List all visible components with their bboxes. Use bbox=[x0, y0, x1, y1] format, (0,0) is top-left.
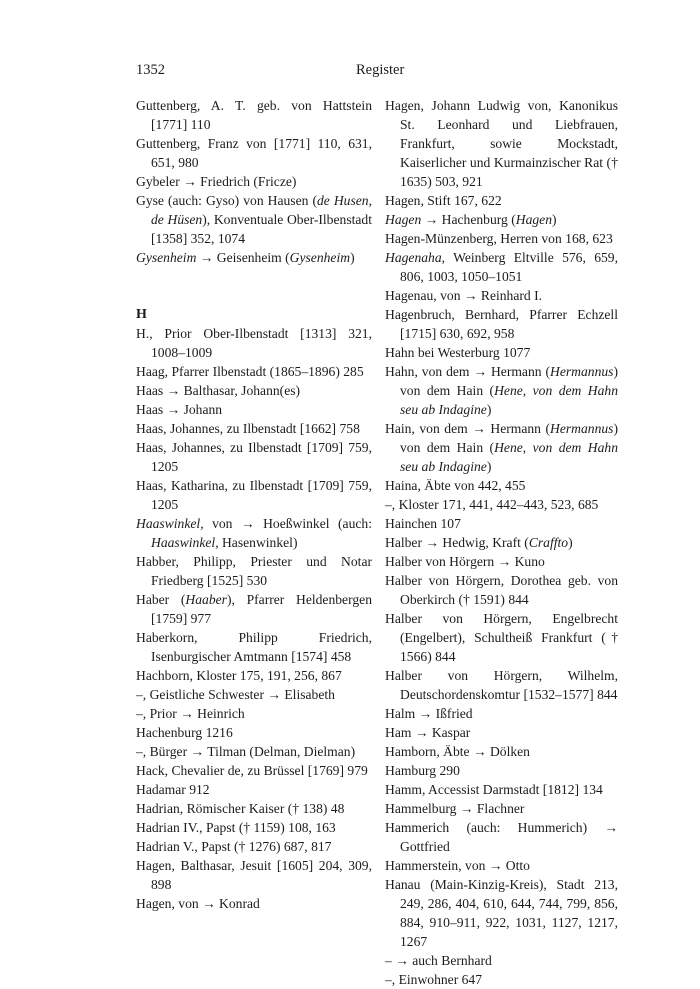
index-entry bbox=[136, 894, 372, 913]
index-entry bbox=[385, 970, 618, 989]
index-entry-text: → Geisenheim ( bbox=[196, 250, 290, 265]
index-entry bbox=[136, 818, 372, 837]
index-entry-text: – → auch Bernhard bbox=[385, 953, 492, 968]
index-entry bbox=[136, 419, 372, 438]
index-entry-text: Hain, von dem → Hermann ( bbox=[385, 421, 551, 436]
index-entry-text: Hagen, Johann Ludwig von, Kanonikus St. Leonhard und Liebfrauen, Frankfurt, sowie Mockstadt, Kaiserlicher und Kurmainzischer Rat († 1635) 503, 921 bbox=[385, 98, 618, 189]
index-entry-text: ) von dem Hain ( bbox=[400, 421, 618, 455]
index-entry-text: Hagenau, von → Reinhard I. bbox=[385, 288, 543, 303]
index-entry bbox=[136, 761, 372, 780]
index-entry bbox=[136, 324, 372, 362]
index-entry-text: ) bbox=[552, 212, 557, 227]
index-entry bbox=[136, 799, 372, 818]
index-entry bbox=[136, 134, 372, 172]
index-entry bbox=[136, 856, 372, 894]
index-entry-text: , Weinberg Eltville 576, 659, 806, 1003, 1050–1051 bbox=[400, 250, 618, 284]
index-entry-text: H., Prior Ober-Ilbenstadt [1313] 321, 1008–1009 bbox=[136, 326, 372, 360]
index-entry-text: –, Geistliche Schwester → Elisabeth bbox=[136, 687, 335, 702]
index-entry-text: , bbox=[522, 383, 533, 398]
index-entry bbox=[136, 780, 372, 799]
index-entry-text: Haber ( bbox=[136, 592, 186, 607]
index-entry bbox=[385, 742, 618, 761]
index-entry-text: , bbox=[522, 440, 533, 455]
section-gap bbox=[136, 267, 372, 305]
index-entry-text: ), Pfarrer Heldenbergen [1759] 977 bbox=[151, 592, 372, 626]
section-letter-heading: H bbox=[136, 307, 147, 322]
index-entry-text: Hammerich (auch: Hummerich) → Gottfried bbox=[385, 820, 618, 854]
index-entry-text: Hanau (Main-Kinzig-Kreis), Stadt 213, 249, 286, 404, 610, 644, 744, 799, 856, 884, 910–911, 922, 1031, 1127, 1217, 1267 bbox=[385, 877, 618, 949]
index-entry-text: Hahn, von dem → Hermann ( bbox=[385, 364, 551, 379]
index-entry-text: Haag, Pfarrer Ilbenstadt (1865–1896) 285 bbox=[136, 364, 364, 379]
index-entry-text: Hagenbruch, Bernhard, Pfarrer Echzell [1715] 630, 692, 958 bbox=[385, 307, 618, 341]
index-entry-italic-text: Hermannus bbox=[550, 364, 614, 379]
index-entry-text: Haina, Äbte von 442, 455 bbox=[385, 478, 526, 493]
index-entry bbox=[136, 191, 372, 248]
index-entry bbox=[385, 761, 618, 780]
index-entry bbox=[136, 381, 372, 400]
index-entry-text: Hadrian V., Papst († 1276) 687, 817 bbox=[136, 839, 332, 854]
index-entry bbox=[385, 875, 618, 951]
index-entry bbox=[136, 704, 372, 723]
index-entry bbox=[385, 305, 618, 343]
index-entry-italic-text: de Husen bbox=[316, 193, 369, 208]
index-entry bbox=[136, 666, 372, 685]
index-entry-text: Habber, Philipp, Priester und Notar Friedberg [1525] 530 bbox=[136, 554, 372, 588]
index-entry bbox=[385, 210, 618, 229]
index-entry-text: Haas, Katharina, zu Ilbenstadt [1709] 759, 1205 bbox=[136, 478, 372, 512]
index-entry bbox=[385, 248, 618, 286]
index-entry-italic-text: Hagen bbox=[385, 212, 422, 227]
index-entry-italic-text: Haaswinkel bbox=[151, 535, 216, 550]
index-entry-text: ) von dem Hain ( bbox=[400, 364, 618, 398]
index-entry-text: → Hachenburg ( bbox=[421, 212, 516, 227]
index-entry-text: Haas, Johannes, zu Ilbenstadt [1709] 759, 1205 bbox=[136, 440, 372, 474]
index-entry-text: Guttenberg, A. T. geb. von Hattstein [1771] 110 bbox=[136, 98, 372, 132]
index-entry bbox=[136, 400, 372, 419]
index-entry bbox=[136, 742, 372, 761]
index-entry-text: , bbox=[368, 193, 372, 208]
index-entry bbox=[385, 856, 618, 875]
index-entry bbox=[385, 818, 618, 856]
index-entry-text: ), Konventuale Ober-Ilbenstadt [1358] 352, 1074 bbox=[151, 212, 372, 246]
index-entry-text: –, Prior → Heinrich bbox=[136, 706, 245, 721]
page-number: 1352 bbox=[136, 62, 165, 78]
index-entry bbox=[136, 837, 372, 856]
index-entry bbox=[136, 552, 372, 590]
index-entry-italic-text: Hermannus bbox=[550, 421, 614, 436]
index-entry-text: ) bbox=[350, 250, 355, 265]
index-entry bbox=[385, 533, 618, 552]
index-entry-text: ) bbox=[568, 535, 573, 550]
index-entry-text: –, Kloster 171, 441, 442–443, 523, 685 bbox=[385, 497, 599, 512]
index-entry bbox=[385, 476, 618, 495]
index-entry bbox=[385, 495, 618, 514]
index-entry-text: Hagen-Münzenberg, Herren von 168, 623 bbox=[385, 231, 613, 246]
index-entry bbox=[136, 362, 372, 381]
index-entry-text: Hadrian, Römischer Kaiser († 138) 48 bbox=[136, 801, 345, 816]
index-entry-italic-text: Hagen bbox=[515, 212, 552, 227]
index-entry-text: Hainchen 107 bbox=[385, 516, 461, 531]
index-entry bbox=[385, 571, 618, 609]
index-entry-italic-text: Hene bbox=[494, 383, 523, 398]
index-entry bbox=[385, 229, 618, 248]
index-entry-text: Guttenberg, Franz von [1771] 110, 631, 651, 980 bbox=[136, 136, 372, 170]
index-entry-text: ) bbox=[486, 459, 492, 474]
index-entry bbox=[385, 419, 618, 476]
index-entry-italic-text: Gysenheim bbox=[136, 250, 197, 265]
index-entry-italic-text: Hene bbox=[494, 440, 523, 455]
index-entry bbox=[385, 799, 618, 818]
index-entry bbox=[136, 685, 372, 704]
index-entry-text: –, Bürger → Tilman (Delman, Dielman) bbox=[136, 744, 356, 759]
index-entry-italic-text: de Hüsen bbox=[151, 212, 203, 227]
index-entry bbox=[136, 248, 372, 267]
index-entry-text: Halm → Ißfried bbox=[385, 706, 473, 721]
index-entry-text: Hagen, von → Konrad bbox=[136, 896, 260, 911]
index-entry-italic-text: von dem Hahn seu ab Indagine bbox=[400, 440, 618, 474]
index-entry-text: Hahn bei Westerburg 1077 bbox=[385, 345, 531, 360]
index-entry-text: Hamborn, Äbte → Dölken bbox=[385, 744, 530, 759]
index-entry-text: Ham → Kaspar bbox=[385, 725, 471, 740]
index-entry bbox=[136, 628, 372, 666]
index-entry-text: Halber von Hörgern, Engelbrecht (Engelbert), Schultheiß Frankfurt († 1566) 844 bbox=[385, 611, 618, 664]
index-entry-text: Haas, Johannes, zu Ilbenstadt [1662] 758 bbox=[136, 421, 360, 436]
index-entry bbox=[385, 286, 618, 305]
index-entry bbox=[136, 723, 372, 742]
index-entry-text: Halber von Hörgern → Kuno bbox=[385, 554, 545, 569]
index-entry-text: Haas → Johann bbox=[136, 402, 223, 417]
index-entry bbox=[385, 191, 618, 210]
index-entry bbox=[385, 723, 618, 742]
index-entry bbox=[385, 343, 618, 362]
index-entry-text: Hachborn, Kloster 175, 191, 256, 867 bbox=[136, 668, 342, 683]
index-entry bbox=[136, 476, 372, 514]
index-entry-text: Halber von Hörgern, Wilhelm, Deutschordenskomtur [1532–1577] 844 bbox=[385, 668, 618, 702]
index-entry bbox=[385, 96, 618, 191]
index-entry-text: , Hasenwinkel) bbox=[215, 535, 298, 550]
index-entry-italic-text: Haaswinkel bbox=[136, 516, 201, 531]
index-entry-text: Halber von Hörgern, Dorothea geb. von Oberkirch († 1591) 844 bbox=[385, 573, 618, 607]
index-entry-text: Hadamar 912 bbox=[136, 782, 210, 797]
index-entry-text: Hammerstein, von → Otto bbox=[385, 858, 530, 873]
index-entry-text: ) bbox=[486, 402, 492, 417]
index-column-right bbox=[385, 96, 618, 989]
index-entry bbox=[136, 438, 372, 476]
index-entry-italic-text: Haaber bbox=[185, 592, 227, 607]
index-entry bbox=[385, 951, 618, 970]
index-entry-text: Hadrian IV., Papst († 1159) 108, 163 bbox=[136, 820, 336, 835]
index-entry-italic-text: Hagenaha bbox=[385, 250, 442, 265]
index-entry bbox=[385, 609, 618, 666]
index-entry-text: Hagen, Balthasar, Jesuit [1605] 204, 309, 898 bbox=[136, 858, 372, 892]
running-header-title: Register bbox=[356, 62, 405, 78]
index-entry bbox=[385, 704, 618, 723]
index-entry bbox=[136, 514, 372, 552]
index-entry-text: Gyse (auch: Gyso) von Hausen ( bbox=[136, 193, 317, 208]
index-entry bbox=[136, 590, 372, 628]
index-entry bbox=[385, 666, 618, 704]
index-entry-italic-text: Craffto bbox=[528, 535, 569, 550]
index-entry-text: Hack, Chevalier de, zu Brüssel [1769] 979 bbox=[136, 763, 368, 778]
index-entry-text: Hagen, Stift 167, 622 bbox=[385, 193, 502, 208]
index-column-left bbox=[136, 96, 372, 913]
index-entry bbox=[385, 362, 618, 419]
index-entry-text: Hachenburg 1216 bbox=[136, 725, 233, 740]
index-entry-text: , von → Hoeßwinkel (auch: bbox=[200, 516, 372, 531]
index-entry-text: Haberkorn, Philipp Friedrich, Isenburgischer Amtmann [1574] 458 bbox=[136, 630, 372, 664]
index-entry bbox=[136, 172, 372, 191]
index-entry bbox=[385, 514, 618, 533]
index-entry-text: Gybeler → Friedrich (Fricze) bbox=[136, 174, 297, 189]
index-entry-text: –, Einwohner 647 bbox=[385, 972, 483, 987]
index-entry-text: Haas → Balthasar, Johann(es) bbox=[136, 383, 301, 398]
index-entry bbox=[136, 96, 372, 134]
index-entry-text: Hamburg 290 bbox=[385, 763, 460, 778]
index-entry-italic-text: Gysenheim bbox=[289, 250, 351, 265]
index-entry-italic-text: von dem Hahn seu ab Indagine bbox=[400, 383, 618, 417]
index-entry bbox=[385, 780, 618, 799]
index-entry-text: Hamm, Accessist Darmstadt [1812] 134 bbox=[385, 782, 603, 797]
index-entry bbox=[385, 552, 618, 571]
index-entry-text: Hammelburg → Flachner bbox=[385, 801, 525, 816]
index-entry-text: Halber → Hedwig, Kraft ( bbox=[385, 535, 529, 550]
